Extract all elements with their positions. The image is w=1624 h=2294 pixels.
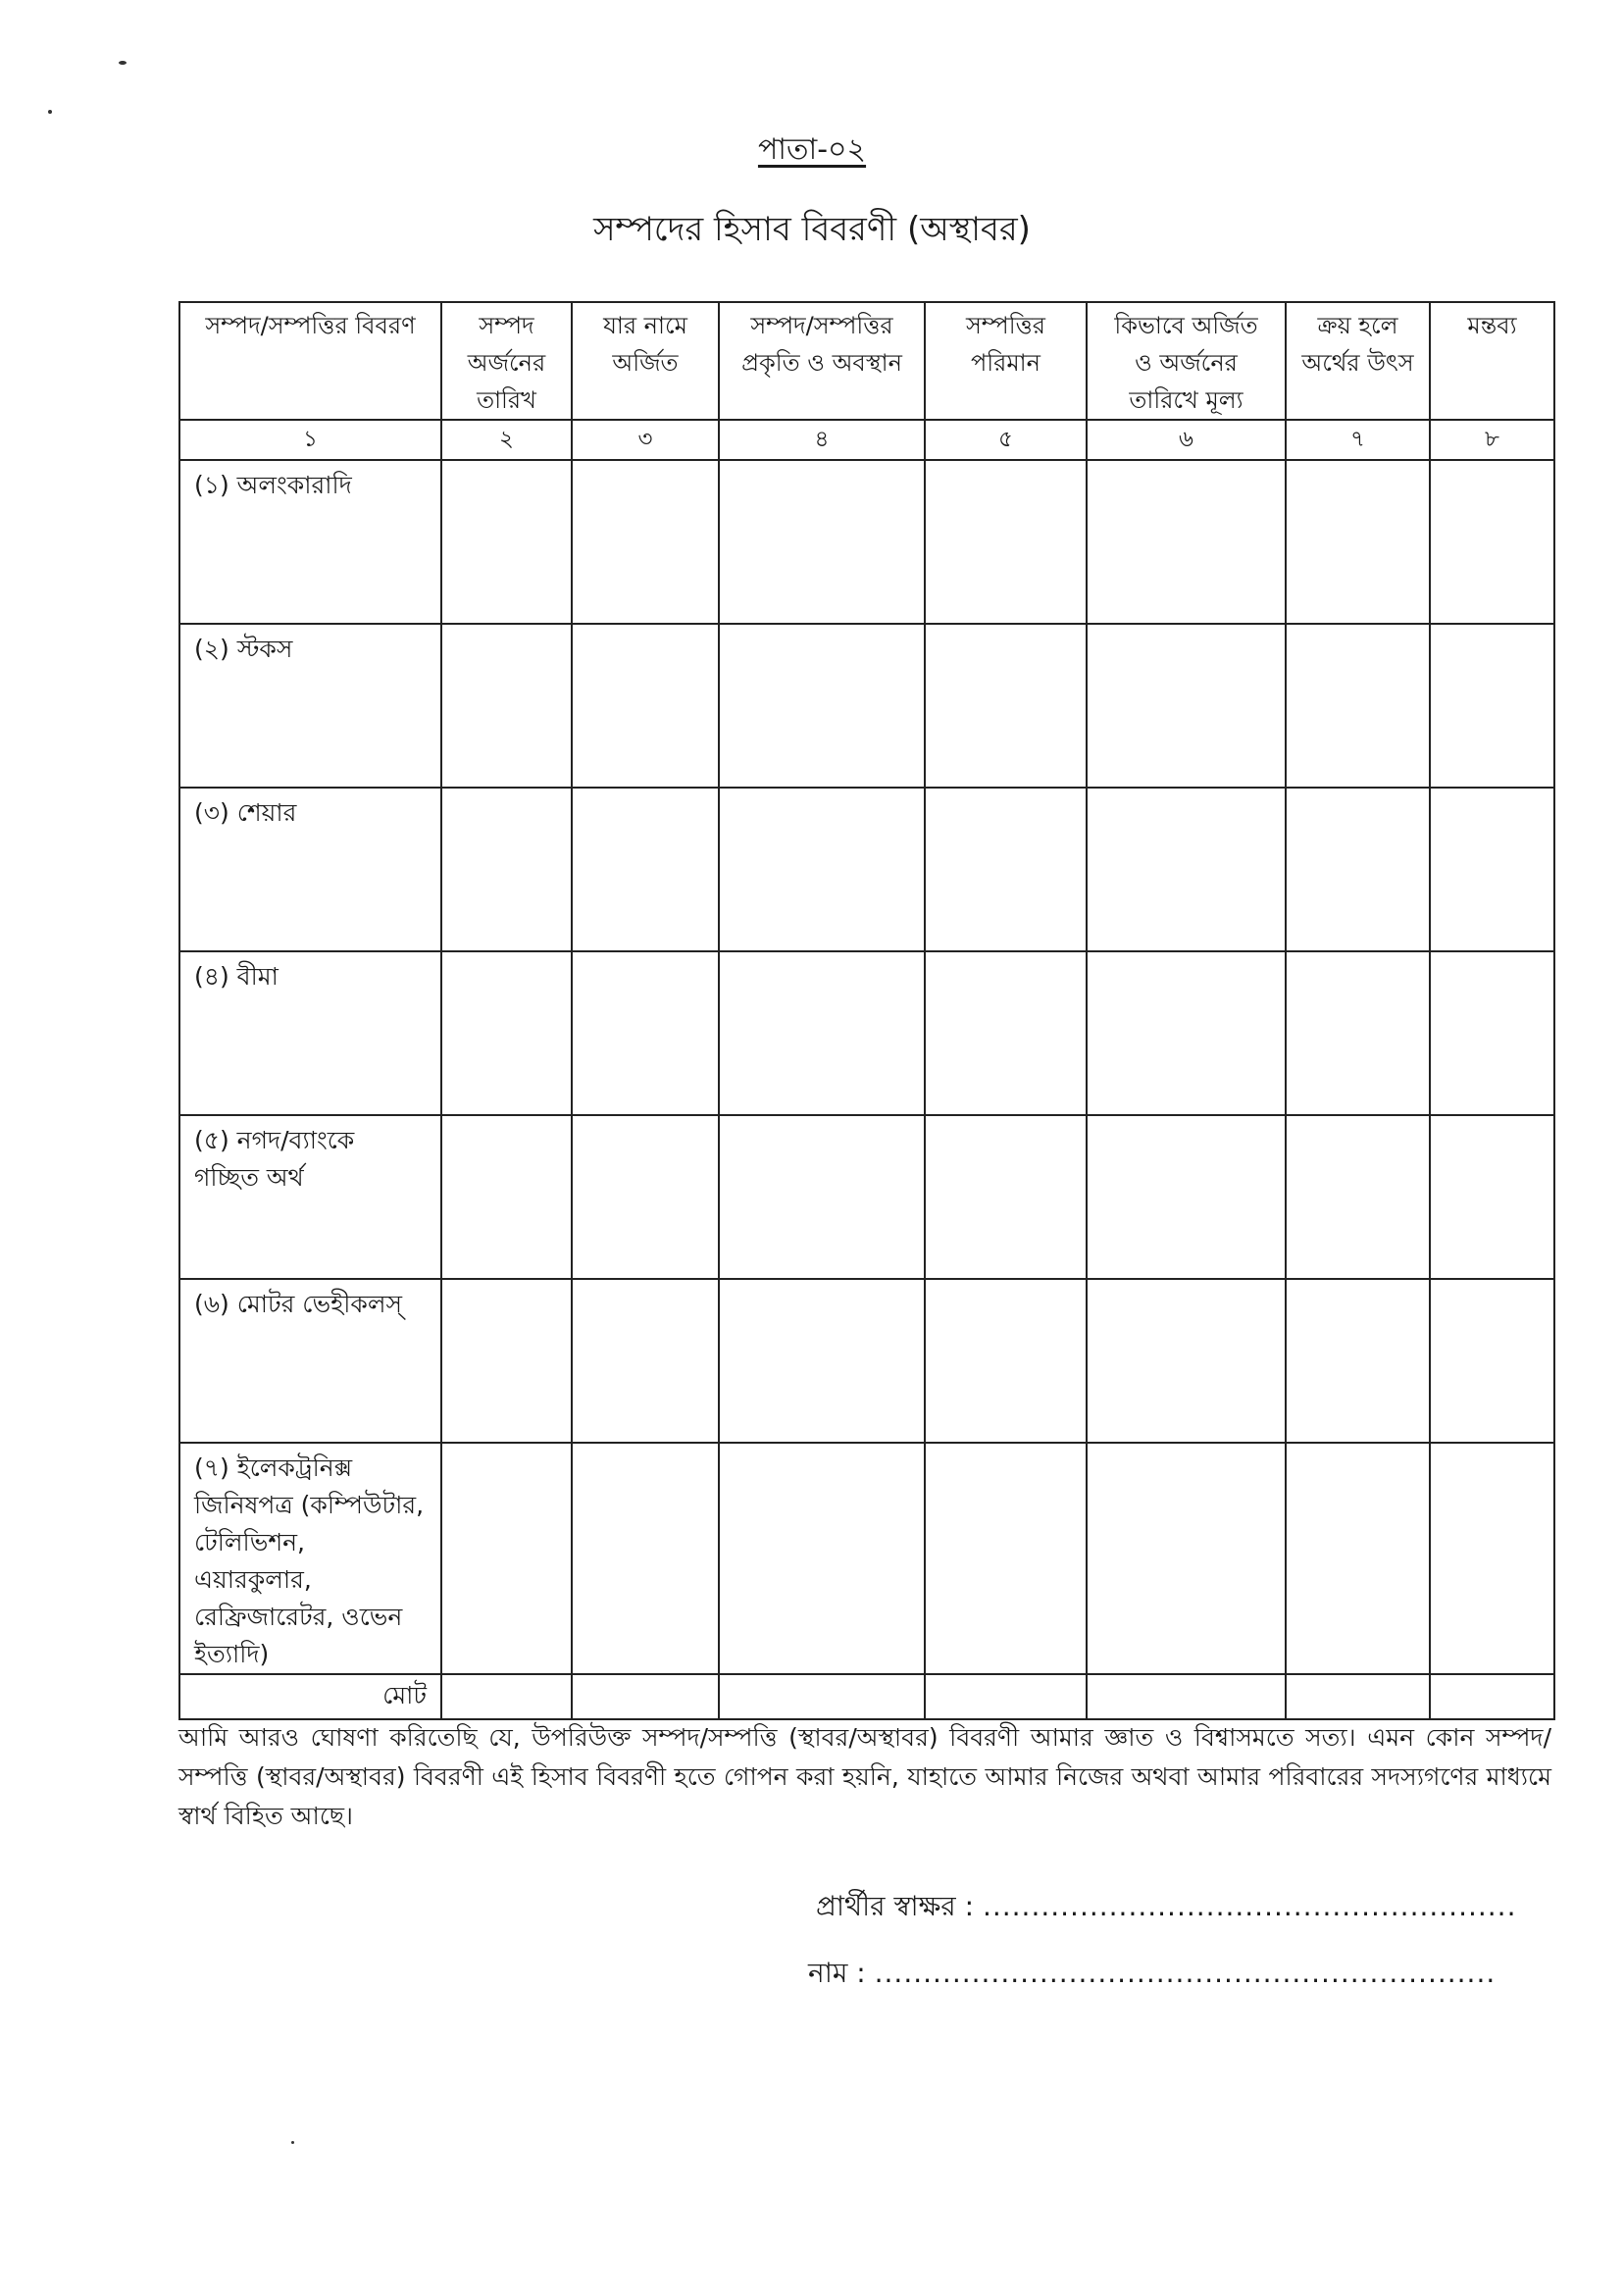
asset-category-text: (১) অলংকারাদি — [194, 471, 352, 499]
total-cell — [925, 1674, 1087, 1719]
page-number: পাতা-০২ — [757, 132, 867, 167]
empty-entry-cell — [441, 1279, 572, 1443]
empty-entry-cell — [572, 951, 719, 1115]
name-field: ................................................................ — [874, 1957, 1497, 1989]
column-header-text: তারিখে মূল্য — [1129, 386, 1243, 414]
empty-entry-cell — [1430, 951, 1554, 1115]
empty-entry-cell — [1286, 624, 1430, 788]
empty-entry-cell — [719, 460, 925, 624]
signature-line — [816, 1885, 1516, 1931]
empty-entry-cell — [1087, 1115, 1286, 1279]
empty-entry-cell — [1430, 1115, 1554, 1279]
asset-category-label — [179, 1115, 441, 1279]
column-number: ৭ — [1286, 420, 1430, 460]
empty-entry-cell — [925, 951, 1087, 1115]
empty-entry-cell — [1430, 1443, 1554, 1674]
total-cell — [1087, 1674, 1286, 1719]
column-header-5 — [925, 302, 1087, 420]
empty-entry-cell — [1430, 460, 1554, 624]
column-header-text: পরিমান — [971, 349, 1040, 377]
column-header-1 — [179, 302, 441, 420]
asset-category-text: (৫) নগদ/ব্যাংকে — [194, 1126, 355, 1154]
asset-category-label — [179, 1443, 441, 1674]
table-row — [179, 1115, 1554, 1279]
column-number: ৫ — [925, 420, 1087, 460]
empty-entry-cell — [441, 951, 572, 1115]
empty-entry-cell — [1430, 788, 1554, 951]
column-header-text: সম্পদ — [479, 312, 534, 339]
page-title: সম্পদের হিসাব বিবরণী (অস্থাবর) — [593, 210, 1031, 249]
empty-entry-cell — [925, 1443, 1087, 1674]
empty-entry-cell — [1286, 1443, 1430, 1674]
empty-entry-cell — [719, 1279, 925, 1443]
table-row — [179, 951, 1554, 1115]
asset-category-text: (৪) বীমা — [194, 962, 279, 991]
asset-category-text: রেফ্রিজারেটর, ওভেন — [194, 1603, 403, 1631]
column-number: ৪ — [719, 420, 925, 460]
column-header-7 — [1286, 302, 1430, 420]
empty-entry-cell — [572, 624, 719, 788]
asset-category-text: এয়ারকুলার, — [194, 1565, 312, 1594]
column-header-text: তারিখ — [477, 386, 536, 414]
empty-entry-cell — [1286, 460, 1430, 624]
column-number: ৩ — [572, 420, 719, 460]
total-label: মোট — [179, 1674, 441, 1719]
empty-entry-cell — [719, 1443, 925, 1674]
total-cell — [719, 1674, 925, 1719]
column-number: ১ — [179, 420, 441, 460]
total-cell — [441, 1674, 572, 1719]
scan-speck — [48, 110, 52, 114]
empty-entry-cell — [1087, 951, 1286, 1115]
empty-entry-cell — [719, 1115, 925, 1279]
empty-entry-cell — [1087, 460, 1286, 624]
total-row — [179, 1674, 1554, 1719]
column-header-text: অর্জিত — [612, 349, 679, 377]
empty-entry-cell — [925, 460, 1087, 624]
asset-category-text: টেলিভিশন, — [194, 1528, 305, 1556]
empty-entry-cell — [1087, 624, 1286, 788]
empty-entry-cell — [925, 1279, 1087, 1443]
column-header-text: সম্পদ/সম্পত্তির — [750, 312, 893, 339]
empty-entry-cell — [925, 624, 1087, 788]
column-header-text: মন্তব্য — [1467, 312, 1517, 339]
empty-entry-cell — [719, 624, 925, 788]
empty-entry-cell — [719, 951, 925, 1115]
asset-category-text: জিনিষপত্র (কম্পিউটার, — [194, 1491, 425, 1519]
name-label: নাম : — [808, 1957, 866, 1989]
column-header-text: কিভাবে অর্জিত — [1114, 312, 1258, 339]
empty-entry-cell — [1430, 1279, 1554, 1443]
asset-category-text: (৬) মোটর ভেহীকলস্ — [194, 1290, 402, 1318]
empty-entry-cell — [719, 788, 925, 951]
column-header-2 — [441, 302, 572, 420]
header-row — [179, 302, 1554, 420]
asset-category-text: (৩) শেয়ার — [194, 798, 297, 827]
table-row — [179, 1443, 1554, 1674]
column-number-row — [179, 420, 1554, 460]
empty-entry-cell — [441, 788, 572, 951]
column-header-text: প্রকৃতি ও অবস্থান — [741, 349, 902, 377]
empty-entry-cell — [1286, 1279, 1430, 1443]
column-header-text: ক্রয় হলে — [1317, 312, 1398, 339]
scan-speck — [291, 2141, 294, 2144]
empty-entry-cell — [441, 460, 572, 624]
table-row — [179, 460, 1554, 624]
empty-entry-cell — [1286, 951, 1430, 1115]
table-body — [179, 460, 1554, 1674]
empty-entry-cell — [441, 1115, 572, 1279]
empty-entry-cell — [1087, 1443, 1286, 1674]
asset-category-text: (৭) ইলেকট্রনিক্স — [194, 1453, 353, 1482]
empty-entry-cell — [572, 1279, 719, 1443]
column-number: ৬ — [1087, 420, 1286, 460]
total-cell — [572, 1674, 719, 1719]
empty-entry-cell — [572, 460, 719, 624]
column-header-text: ও অর্জনের — [1135, 349, 1238, 377]
column-number: ২ — [441, 420, 572, 460]
asset-category-label — [179, 624, 441, 788]
asset-category-label — [179, 788, 441, 951]
empty-entry-cell — [441, 1443, 572, 1674]
total-cell — [1430, 1674, 1554, 1719]
empty-entry-cell — [1286, 788, 1430, 951]
empty-entry-cell — [925, 788, 1087, 951]
table-row — [179, 624, 1554, 788]
column-header-text: যার নামে — [603, 312, 687, 339]
asset-category-label — [179, 460, 441, 624]
empty-entry-cell — [1087, 788, 1286, 951]
empty-entry-cell — [572, 1443, 719, 1674]
empty-entry-cell — [1087, 1279, 1286, 1443]
column-header-6 — [1087, 302, 1286, 420]
asset-category-text: (২) স্টকস — [194, 635, 293, 663]
signature-label: প্রার্থীর স্বাক্ষর : — [816, 1890, 975, 1922]
signature-field: ....................................................... — [982, 1890, 1517, 1922]
column-header-8 — [1430, 302, 1554, 420]
column-number: ৮ — [1430, 420, 1554, 460]
table-row — [179, 1279, 1554, 1443]
asset-category-text: গচ্ছিত অর্থ — [194, 1163, 304, 1192]
column-header-text: সম্পদ/সম্পত্তির বিবরণ — [205, 312, 416, 339]
empty-entry-cell — [572, 788, 719, 951]
column-header-4 — [719, 302, 925, 420]
name-line — [808, 1952, 1496, 1998]
column-header-text: অর্থের উৎস — [1301, 349, 1414, 377]
declaration-text: আমি আরও ঘোষণা করিতেছি যে, উপরিউক্ত সম্পদ/সম্পত্তি (স্থাবর/অস্থাবর) বিবরণী আমার জ্ঞাত ও বিশ্বাসমতে সত্য। এমন কোন সম্পদ/সম্পত্তি (স্থাবর/অস্থাবর) বিবরণী এই হিসাব বিবরণী হতে গোপন করা হয়নি, যাহাতে আমার নিজের অথবা আমার পরিবারের সদস্যগণের মাধ্যমে স্বার্থ বিহিত আছে। — [178, 1723, 1551, 1830]
total-cell — [1286, 1674, 1430, 1719]
empty-entry-cell — [925, 1115, 1087, 1279]
empty-entry-cell — [1286, 1115, 1430, 1279]
column-header-3 — [572, 302, 719, 420]
asset-statement-table — [178, 301, 1555, 1720]
table-row — [179, 788, 1554, 951]
empty-entry-cell — [441, 624, 572, 788]
empty-entry-cell — [572, 1115, 719, 1279]
asset-category-label — [179, 951, 441, 1115]
column-header-text: অর্জনের — [467, 349, 546, 377]
column-header-text: সম্পত্তির — [966, 312, 1045, 339]
scan-speck — [119, 61, 127, 65]
empty-entry-cell — [1430, 624, 1554, 788]
asset-category-label — [179, 1279, 441, 1443]
asset-category-text: ইত্যাদি) — [194, 1640, 270, 1668]
